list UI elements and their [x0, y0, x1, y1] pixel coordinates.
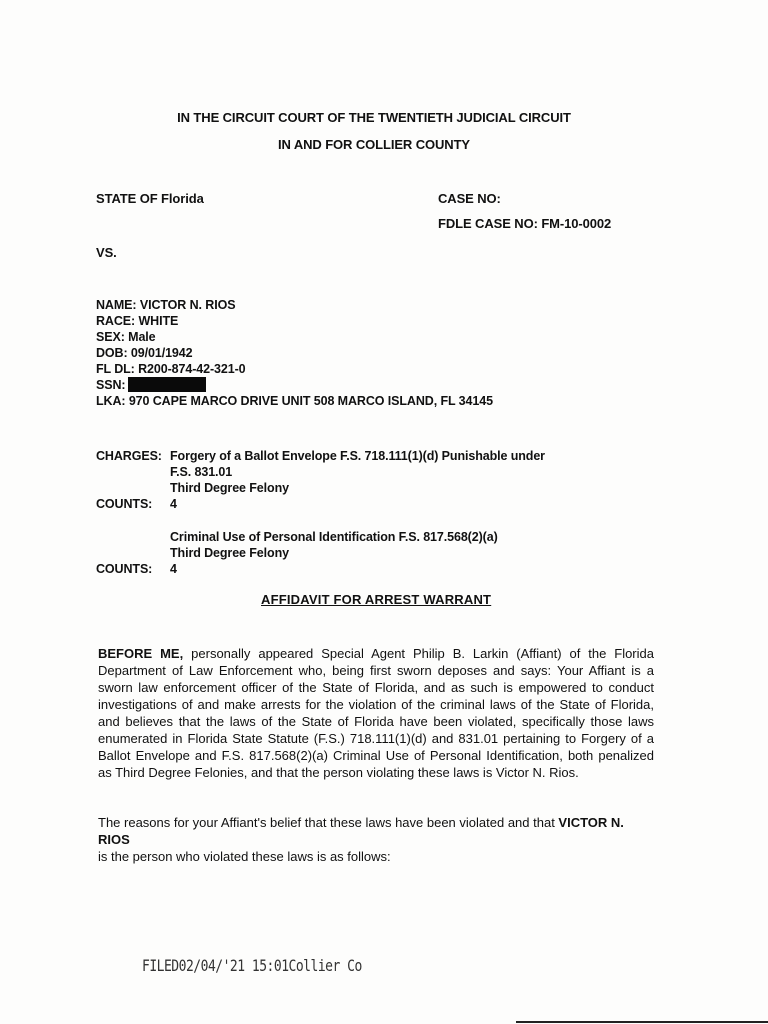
- defendant-lka: LKA: 970 CAPE MARCO DRIVE UNIT 508 MARCO ISLAND, FL 34145: [96, 394, 493, 408]
- defendant-dob: DOB: 09/01/1942: [96, 346, 193, 360]
- charge-1-continuation: [96, 464, 545, 480]
- paragraph-2-name: VICTOR N. RIOS: [98, 815, 624, 847]
- defendant-fl-dl: FL DL: R200-874-42-321-0: [96, 362, 246, 376]
- charge-1-degree-row: [96, 480, 545, 496]
- charge-1-line-2: F.S. 831.01: [170, 465, 233, 479]
- charge-1-counts: 4: [170, 497, 177, 511]
- counts-label: COUNTS:: [96, 497, 153, 511]
- charge-2-line-1: Criminal Use of Personal Identification F.S. 817.568(2)(a): [170, 530, 498, 544]
- charge-1-degree: Third Degree Felony: [170, 481, 289, 495]
- defendant-info-block: [96, 297, 493, 409]
- state-label: STATE OF Florida: [96, 191, 204, 206]
- charge-spacer: [96, 512, 545, 529]
- paragraph-2-end: is the person who violated these laws is as follows:: [98, 849, 391, 864]
- charge-2-degree-row: [96, 545, 545, 561]
- affidavit-title: AFFIDAVIT FOR ARREST WARRANT: [261, 592, 492, 607]
- charge-1-row: [96, 448, 545, 464]
- charge-2-counts-row: [96, 561, 545, 577]
- paragraph-1-body: personally appeared Special Agent Philip B. Larkin (Affiant) of the Florida Department of Law Enforcement who, being first sworn deposes and says: Your Affiant is a sworn law enforcement officer of the State of Florida, and as such is empowered to conduct investigations of and make arrests for the violation of the criminal laws of the State of Florida, and believes that the laws of the State of Florida have been violated, specifically those laws enumerated in Florida State Statute (F.S.) 718.111(1)(d) and 831.01 pertaining to Forgery of a Ballot Envelope and F.S. 817.568(2)(a) Criminal Use of Personal Identification, both penalized as Third Degree Felonies, and that the person violating these laws is Victor N. Rios.: [98, 646, 654, 780]
- versus-label: VS.: [96, 245, 117, 260]
- paragraph-2-start: The reasons for your Affiant's belief that these laws have been violated and that: [98, 815, 559, 830]
- spacer: [96, 545, 170, 561]
- defendant-race: RACE: WHITE: [96, 314, 179, 328]
- filed-stamp: FILED02/04/'21 15:01Collier Co: [142, 958, 362, 976]
- charges-label: CHARGES:: [96, 449, 162, 463]
- case-number-label: CASE NO:: [438, 191, 501, 206]
- charges-block: [96, 448, 545, 577]
- spacer: [96, 480, 170, 496]
- court-heading-line-1: IN THE CIRCUIT COURT OF THE TWENTIETH JUDICIAL CIRCUIT: [177, 110, 571, 125]
- charge-1-counts-row: [96, 496, 545, 512]
- scan-edge-line: [516, 1021, 768, 1023]
- defendant-ssn-row: [96, 377, 493, 393]
- fdle-case-number: FDLE CASE NO: FM-10-0002: [438, 216, 612, 231]
- charge-1-line-1: Forgery of a Ballot Envelope F.S. 718.111(1)(d) Punishable under: [170, 449, 545, 463]
- before-me-lead: BEFORE ME,: [98, 646, 184, 661]
- charge-2-degree: Third Degree Felony: [170, 546, 289, 560]
- affidavit-paragraph-1: [98, 645, 654, 781]
- court-heading-line-2: IN AND FOR COLLIER COUNTY: [277, 137, 470, 152]
- spacer: [96, 529, 170, 545]
- ssn-label: SSN:: [96, 378, 126, 392]
- ssn-redaction-bar: [128, 377, 206, 392]
- defendant-name: NAME: VICTOR N. RIOS: [96, 298, 236, 312]
- charge-2-counts: 4: [170, 562, 177, 576]
- charge-2-row: [96, 529, 545, 545]
- counts-label: COUNTS:: [96, 562, 153, 576]
- affidavit-paragraph-2: [98, 814, 658, 865]
- defendant-sex: SEX: Male: [96, 330, 156, 344]
- spacer: [96, 464, 170, 480]
